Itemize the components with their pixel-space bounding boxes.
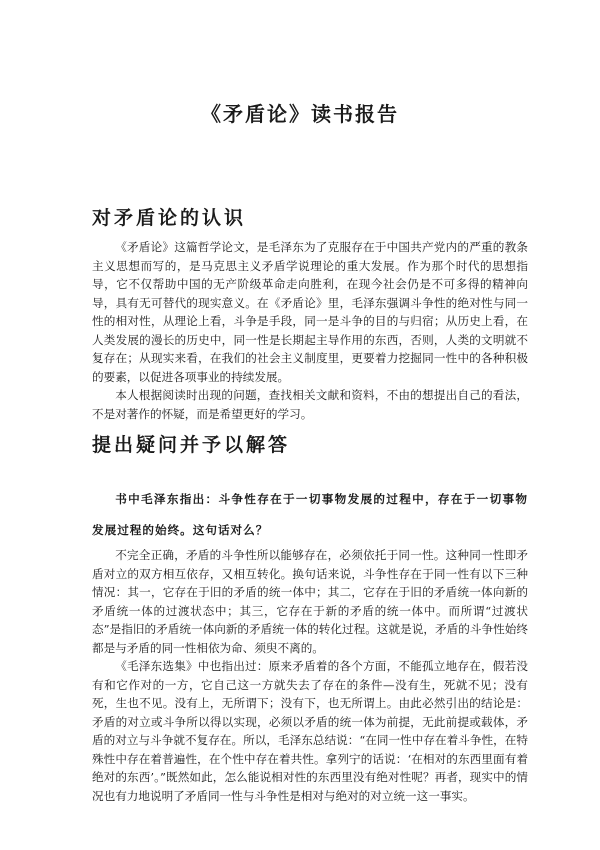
section-body-recognition: [92, 238, 528, 423]
paragraph: 不完全正确，矛盾的斗争性所以能够存在，必须依托于同一性。这种同一性即矛盾对立的双方相互依存，又相互转化。换句话来说，斗争性存在于同一性有以下三种情况：其一，它存在于旧的矛盾的统一体中；其二，它存在于旧的矛盾统一体向新的矛盾统一体的过渡状态中；其三，它存在于新的矛盾的统一体中。而所谓“过渡状态”是指旧的矛盾统一体向新的矛盾统一体的转化过程。这就是说，矛盾的斗争性始终都是与矛盾的同一性相依为命、须臾不离的。: [92, 548, 528, 655]
paragraph: 《矛盾论》这篇哲学论文，是毛泽东为了克服存在于中国共产党内的严重的教条主义思想而写的，是马克思主义矛盾学说理论的重大发展。作为那个时代的思想指导，它不仅帮助中国的无产阶级革命走向胜利，在现今社会仍是不可多得的精神向导，具有无可替代的现实意义。在《矛盾论》里，毛泽东强调斗争性的绝对性与同一性的相对性，从理论上看，斗争是手段，同一是斗争的目的与归宿；从历史上看，在人类发展的漫长的历史中，同一性是长期起主导作用的东西，否则，人类的文明就不复存在；从现实来看，在我们的社会主义制度里，更要着力挖掘同一性中的各种积极的要素，以促进各项事业的持续发展。: [92, 240, 528, 384]
section-heading-questions: 提出疑问并予以解答: [92, 434, 291, 456]
question-block: [92, 484, 528, 546]
paragraph: 本人根据阅读时出现的问题，查找相关文献和资料，不由的想提出自己的看法，不是对著作的怀疑，而是希望更好的学习。: [92, 388, 528, 421]
section-body-answer: [92, 546, 528, 805]
paragraph: 《毛泽东选集》中也指出过：原来矛盾着的各个方面，不能孤立地存在，假若没有和它作对的一方，它自己这一方就失去了存在的条件—没有生，死就不见；没有死，生也不见。没有上，无所谓下；没有下，也无所谓上。由此必然引出的结论是：矛盾的对立或斗争所以得以实现，必须以矛盾的统一体为前提，无此前提或载体，矛盾的对立与斗争就不复存在。所以，毛泽东总结说：“在同一性中存在着斗争性，在特殊性中存在着普遍性，在个性中存在着共性。拿列宁的话说：‘在相对的东西里面有着绝对的东西’。”既然如此，怎么能说相对性的东西里没有绝对性呢？再者，现实中的情况也有力地说明了矛盾同一性与斗争性是相对与绝对的对立统一这一事实。: [92, 659, 528, 803]
document-title: 《矛盾论》读书报告: [201, 102, 399, 126]
section-heading-recognition: 对矛盾论的认识: [92, 207, 247, 229]
question-text: 书中毛泽东指出：斗争性存在于一切事物发展的过程中，存在于一切事物发展过程的始终。这句话对么？: [92, 492, 528, 537]
